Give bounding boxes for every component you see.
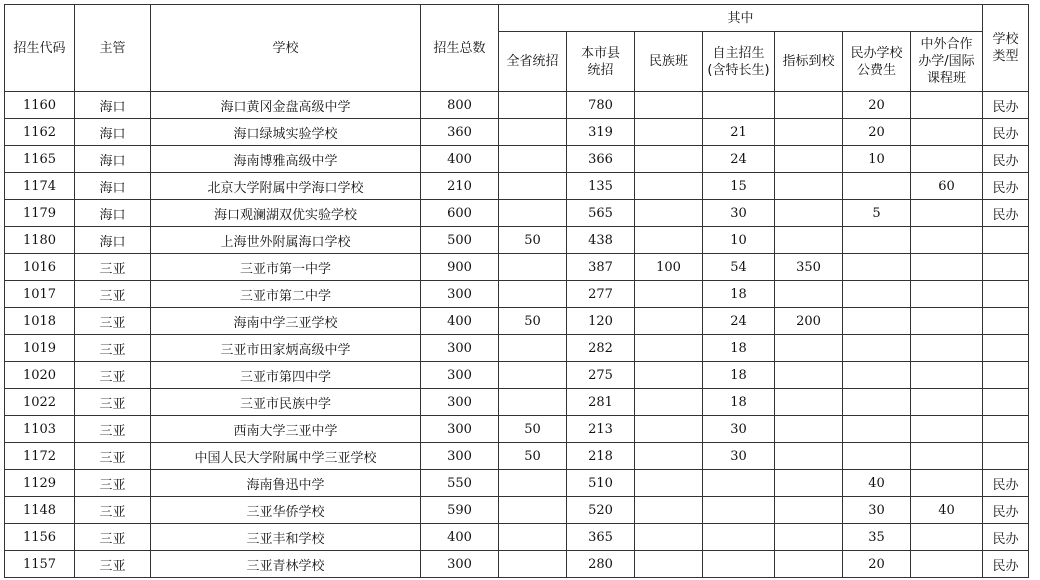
cell-school: 三亚市第一中学 xyxy=(151,254,421,281)
cell-total: 600 xyxy=(421,200,499,227)
cell-city: 275 xyxy=(567,362,635,389)
cell-type xyxy=(983,362,1029,389)
cell-total: 300 xyxy=(421,362,499,389)
cell-authority: 三亚 xyxy=(75,254,151,281)
cell-authority: 三亚 xyxy=(75,416,151,443)
cell-code: 1148 xyxy=(5,497,75,524)
cell-self: 10 xyxy=(703,227,775,254)
cell-type: 民办 xyxy=(983,200,1029,227)
cell-intl xyxy=(911,119,983,146)
cell-type: 民办 xyxy=(983,551,1029,578)
cell-intl xyxy=(911,443,983,470)
cell-code: 1020 xyxy=(5,362,75,389)
cell-private xyxy=(843,281,911,308)
cell-city: 120 xyxy=(567,308,635,335)
cell-code: 1156 xyxy=(5,524,75,551)
cell-authority: 三亚 xyxy=(75,524,151,551)
table-header xyxy=(5,5,1029,92)
cell-total: 900 xyxy=(421,254,499,281)
cell-private xyxy=(843,443,911,470)
cell-city: 565 xyxy=(567,200,635,227)
cell-ethnic xyxy=(635,362,703,389)
cell-authority: 三亚 xyxy=(75,335,151,362)
cell-code: 1016 xyxy=(5,254,75,281)
header-private xyxy=(843,32,911,92)
cell-city: 319 xyxy=(567,119,635,146)
header-intl xyxy=(911,32,983,92)
cell-authority: 三亚 xyxy=(75,362,151,389)
cell-province xyxy=(499,470,567,497)
cell-school: 海南鲁迅中学 xyxy=(151,470,421,497)
header-authority: 主管 xyxy=(75,5,151,92)
cell-code: 1019 xyxy=(5,335,75,362)
cell-province: 50 xyxy=(499,416,567,443)
cell-quota xyxy=(775,443,843,470)
cell-self: 21 xyxy=(703,119,775,146)
cell-self: 18 xyxy=(703,389,775,416)
cell-type: 民办 xyxy=(983,92,1029,119)
cell-school: 西南大学三亚中学 xyxy=(151,416,421,443)
header-self-line1: 自主招生 xyxy=(712,45,765,61)
cell-total: 300 xyxy=(421,416,499,443)
cell-private: 5 xyxy=(843,200,911,227)
cell-total: 800 xyxy=(421,92,499,119)
cell-ethnic xyxy=(635,443,703,470)
cell-self: 30 xyxy=(703,200,775,227)
cell-authority: 三亚 xyxy=(75,497,151,524)
cell-intl xyxy=(911,254,983,281)
cell-city: 135 xyxy=(567,173,635,200)
cell-type xyxy=(983,416,1029,443)
cell-quota xyxy=(775,92,843,119)
cell-school: 北京大学附属中学海口学校 xyxy=(151,173,421,200)
cell-type xyxy=(983,308,1029,335)
header-intl-line2: 办学/国际 xyxy=(918,54,975,69)
table-row xyxy=(5,281,1029,308)
cell-quota xyxy=(775,281,843,308)
header-private-line2: 公费生 xyxy=(856,62,896,78)
cell-total: 400 xyxy=(421,308,499,335)
cell-self: 24 xyxy=(703,146,775,173)
enrollment-table-container xyxy=(4,4,1029,578)
cell-code: 1165 xyxy=(5,146,75,173)
cell-province xyxy=(499,281,567,308)
cell-self xyxy=(703,470,775,497)
cell-type: 民办 xyxy=(983,146,1029,173)
table-row xyxy=(5,551,1029,578)
cell-authority: 海口 xyxy=(75,227,151,254)
cell-private xyxy=(843,254,911,281)
cell-type: 民办 xyxy=(983,497,1029,524)
cell-province xyxy=(499,335,567,362)
cell-province xyxy=(499,200,567,227)
table-row xyxy=(5,389,1029,416)
cell-school: 上海世外附属海口学校 xyxy=(151,227,421,254)
cell-authority: 海口 xyxy=(75,200,151,227)
cell-private xyxy=(843,227,911,254)
cell-private: 10 xyxy=(843,146,911,173)
cell-total: 210 xyxy=(421,173,499,200)
cell-province: 50 xyxy=(499,308,567,335)
cell-quota xyxy=(775,173,843,200)
cell-authority: 三亚 xyxy=(75,551,151,578)
cell-intl xyxy=(911,281,983,308)
header-private-line1: 民办学校 xyxy=(850,45,903,61)
cell-intl xyxy=(911,227,983,254)
cell-code: 1017 xyxy=(5,281,75,308)
cell-province xyxy=(499,146,567,173)
cell-total: 400 xyxy=(421,146,499,173)
cell-private xyxy=(843,362,911,389)
header-ethnic: 民族班 xyxy=(635,32,703,92)
cell-ethnic xyxy=(635,551,703,578)
cell-private xyxy=(843,173,911,200)
cell-total: 300 xyxy=(421,389,499,416)
cell-private xyxy=(843,335,911,362)
cell-total: 400 xyxy=(421,524,499,551)
cell-authority: 三亚 xyxy=(75,389,151,416)
cell-ethnic xyxy=(635,308,703,335)
cell-city: 365 xyxy=(567,524,635,551)
table-row xyxy=(5,200,1029,227)
header-type-line1: 学校 xyxy=(992,32,1019,47)
cell-authority: 三亚 xyxy=(75,308,151,335)
cell-ethnic xyxy=(635,524,703,551)
cell-type xyxy=(983,254,1029,281)
cell-province xyxy=(499,551,567,578)
cell-self: 15 xyxy=(703,173,775,200)
cell-city: 280 xyxy=(567,551,635,578)
table-row xyxy=(5,119,1029,146)
cell-type xyxy=(983,443,1029,470)
cell-ethnic xyxy=(635,497,703,524)
cell-school: 中国人民大学附属中学三亚学校 xyxy=(151,443,421,470)
cell-province xyxy=(499,119,567,146)
cell-quota xyxy=(775,335,843,362)
cell-ethnic xyxy=(635,335,703,362)
cell-intl xyxy=(911,335,983,362)
table-row xyxy=(5,254,1029,281)
cell-self: 18 xyxy=(703,335,775,362)
cell-school: 三亚市第二中学 xyxy=(151,281,421,308)
cell-total: 300 xyxy=(421,551,499,578)
cell-total: 500 xyxy=(421,227,499,254)
table-row xyxy=(5,308,1029,335)
cell-intl xyxy=(911,470,983,497)
table-row xyxy=(5,497,1029,524)
cell-private: 20 xyxy=(843,92,911,119)
cell-city: 387 xyxy=(567,254,635,281)
cell-intl xyxy=(911,362,983,389)
table-row xyxy=(5,416,1029,443)
cell-school: 三亚市田家炳高级中学 xyxy=(151,335,421,362)
header-city xyxy=(567,32,635,92)
cell-school: 三亚华侨学校 xyxy=(151,497,421,524)
cell-code: 1179 xyxy=(5,200,75,227)
table-row xyxy=(5,227,1029,254)
cell-province xyxy=(499,173,567,200)
cell-total: 300 xyxy=(421,335,499,362)
table-row xyxy=(5,92,1029,119)
cell-intl xyxy=(911,200,983,227)
cell-ethnic xyxy=(635,119,703,146)
cell-quota xyxy=(775,362,843,389)
cell-code: 1103 xyxy=(5,416,75,443)
table-row xyxy=(5,146,1029,173)
cell-intl xyxy=(911,416,983,443)
table-row xyxy=(5,443,1029,470)
header-code: 招生代码 xyxy=(5,5,75,92)
cell-private: 35 xyxy=(843,524,911,551)
cell-self: 24 xyxy=(703,308,775,335)
cell-self: 30 xyxy=(703,443,775,470)
cell-type: 民办 xyxy=(983,119,1029,146)
cell-code: 1157 xyxy=(5,551,75,578)
cell-type xyxy=(983,281,1029,308)
cell-code: 1018 xyxy=(5,308,75,335)
cell-intl xyxy=(911,92,983,119)
cell-ethnic xyxy=(635,146,703,173)
cell-quota xyxy=(775,119,843,146)
cell-ethnic xyxy=(635,281,703,308)
cell-authority: 海口 xyxy=(75,146,151,173)
cell-school: 三亚丰和学校 xyxy=(151,524,421,551)
table-row xyxy=(5,470,1029,497)
header-city-line1: 本市县 xyxy=(580,45,620,61)
cell-ethnic: 100 xyxy=(635,254,703,281)
header-group: 其中 xyxy=(499,5,983,32)
cell-total: 300 xyxy=(421,281,499,308)
cell-private xyxy=(843,416,911,443)
header-city-line2: 统招 xyxy=(587,62,614,78)
header-type xyxy=(983,5,1029,92)
cell-private xyxy=(843,308,911,335)
cell-type xyxy=(983,227,1029,254)
cell-private: 40 xyxy=(843,470,911,497)
table-row xyxy=(5,524,1029,551)
header-type-line2: 类型 xyxy=(992,49,1019,64)
cell-type xyxy=(983,389,1029,416)
cell-province xyxy=(499,497,567,524)
cell-self xyxy=(703,524,775,551)
cell-total: 550 xyxy=(421,470,499,497)
header-intl-line3: 课程班 xyxy=(926,71,966,86)
table-body xyxy=(5,92,1029,578)
cell-quota xyxy=(775,227,843,254)
cell-code: 1129 xyxy=(5,470,75,497)
cell-city: 438 xyxy=(567,227,635,254)
cell-total: 300 xyxy=(421,443,499,470)
cell-province: 50 xyxy=(499,443,567,470)
cell-school: 海南中学三亚学校 xyxy=(151,308,421,335)
cell-quota xyxy=(775,389,843,416)
cell-quota xyxy=(775,524,843,551)
cell-self xyxy=(703,92,775,119)
cell-province xyxy=(499,254,567,281)
cell-quota: 350 xyxy=(775,254,843,281)
cell-city: 277 xyxy=(567,281,635,308)
cell-intl: 60 xyxy=(911,173,983,200)
cell-ethnic xyxy=(635,416,703,443)
cell-province xyxy=(499,524,567,551)
cell-private: 20 xyxy=(843,119,911,146)
cell-province: 50 xyxy=(499,227,567,254)
cell-quota xyxy=(775,146,843,173)
enrollment-table xyxy=(4,4,1029,578)
cell-city: 281 xyxy=(567,389,635,416)
cell-total: 590 xyxy=(421,497,499,524)
cell-city: 213 xyxy=(567,416,635,443)
cell-school: 三亚青林学校 xyxy=(151,551,421,578)
cell-total: 360 xyxy=(421,119,499,146)
cell-quota xyxy=(775,200,843,227)
cell-intl xyxy=(911,146,983,173)
cell-private xyxy=(843,389,911,416)
cell-intl xyxy=(911,389,983,416)
header-province: 全省统招 xyxy=(499,32,567,92)
cell-city: 218 xyxy=(567,443,635,470)
cell-type xyxy=(983,335,1029,362)
cell-authority: 海口 xyxy=(75,119,151,146)
cell-school: 海口绿城实验学校 xyxy=(151,119,421,146)
cell-intl xyxy=(911,524,983,551)
cell-province xyxy=(499,389,567,416)
header-total: 招生总数 xyxy=(421,5,499,92)
header-self-line2: (含特长生) xyxy=(707,62,770,78)
cell-school: 三亚市民族中学 xyxy=(151,389,421,416)
cell-ethnic xyxy=(635,389,703,416)
cell-code: 1180 xyxy=(5,227,75,254)
cell-intl: 40 xyxy=(911,497,983,524)
cell-province xyxy=(499,362,567,389)
cell-self: 30 xyxy=(703,416,775,443)
cell-ethnic xyxy=(635,92,703,119)
cell-school: 三亚市第四中学 xyxy=(151,362,421,389)
cell-self: 18 xyxy=(703,281,775,308)
cell-code: 1174 xyxy=(5,173,75,200)
cell-ethnic xyxy=(635,200,703,227)
cell-authority: 三亚 xyxy=(75,281,151,308)
header-intl-line1: 中外合作 xyxy=(920,37,973,52)
header-school: 学校 xyxy=(151,5,421,92)
cell-intl xyxy=(911,308,983,335)
header-self xyxy=(703,32,775,92)
cell-authority: 海口 xyxy=(75,92,151,119)
header-quota: 指标到校 xyxy=(775,32,843,92)
cell-self: 18 xyxy=(703,362,775,389)
cell-authority: 三亚 xyxy=(75,470,151,497)
cell-school: 海南博雅高级中学 xyxy=(151,146,421,173)
cell-city: 510 xyxy=(567,470,635,497)
cell-intl xyxy=(911,551,983,578)
cell-city: 520 xyxy=(567,497,635,524)
cell-code: 1162 xyxy=(5,119,75,146)
cell-city: 282 xyxy=(567,335,635,362)
cell-code: 1160 xyxy=(5,92,75,119)
cell-type: 民办 xyxy=(983,470,1029,497)
table-row xyxy=(5,335,1029,362)
cell-type: 民办 xyxy=(983,173,1029,200)
cell-quota: 200 xyxy=(775,308,843,335)
cell-quota xyxy=(775,416,843,443)
cell-ethnic xyxy=(635,173,703,200)
cell-code: 1172 xyxy=(5,443,75,470)
cell-quota xyxy=(775,470,843,497)
table-row xyxy=(5,173,1029,200)
cell-province xyxy=(499,92,567,119)
cell-authority: 海口 xyxy=(75,173,151,200)
cell-private: 30 xyxy=(843,497,911,524)
cell-authority: 三亚 xyxy=(75,443,151,470)
cell-self: 54 xyxy=(703,254,775,281)
cell-school: 海口黄冈金盘高级中学 xyxy=(151,92,421,119)
cell-code: 1022 xyxy=(5,389,75,416)
cell-quota xyxy=(775,551,843,578)
cell-ethnic xyxy=(635,227,703,254)
cell-self xyxy=(703,497,775,524)
cell-school: 海口观澜湖双优实验学校 xyxy=(151,200,421,227)
cell-city: 780 xyxy=(567,92,635,119)
cell-type: 民办 xyxy=(983,524,1029,551)
cell-self xyxy=(703,551,775,578)
table-row xyxy=(5,362,1029,389)
cell-ethnic xyxy=(635,470,703,497)
cell-quota xyxy=(775,497,843,524)
cell-city: 366 xyxy=(567,146,635,173)
cell-private: 20 xyxy=(843,551,911,578)
